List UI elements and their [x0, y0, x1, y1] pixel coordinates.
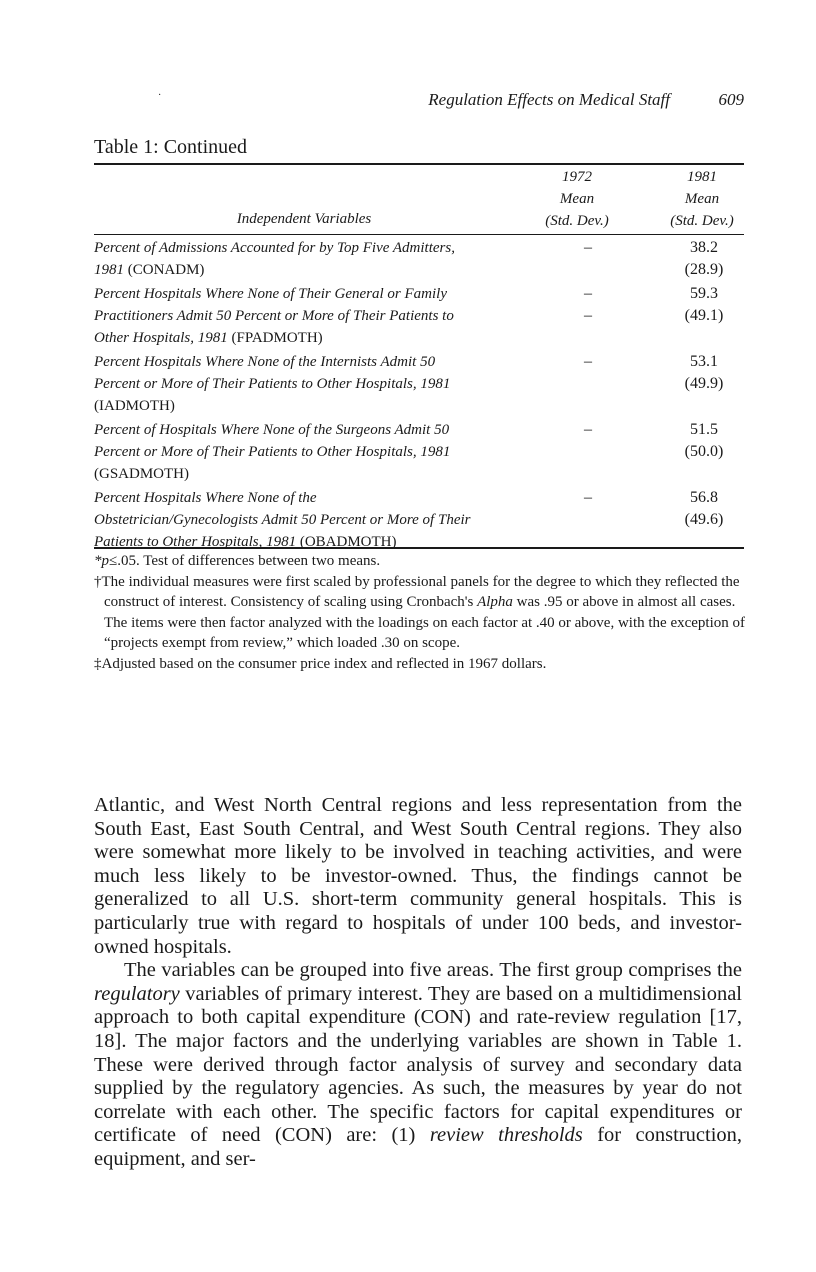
row-label: Percent Hospitals Where None of the Obstetrician/Gynecologists Admit 50 Percent or More of Their Patients to Other Hospitals, 1981 (OBADMOTH) — [94, 490, 471, 550]
paragraph: Atlantic, and West North Central regions and less representation from the South East, East South Central, and West South Central regions. They also were somewhat more likely to be involved in teaching activities, and were much less likely to be investor-owned. Thus, the findings cannot be generalized to all U.S. short-term community general hospitals. This is particularly true with regard to hospitals of under 100 beds, and investor-owned hospitals. — [94, 794, 742, 958]
mean-1972-cell: – — [584, 353, 592, 370]
mean-1981-cell: 56.8 (49.6) — [684, 489, 724, 528]
body-text — [94, 794, 742, 1172]
mean-1972-cell: – — [584, 489, 592, 506]
column-header-1972-line: 1972 — [562, 169, 592, 185]
row-label: Percent of Hospitals Where None of the Surgeons Admit 50 Percent or More of Their Patients to Other Hospitals, 1981 (GSADMOTH) — [94, 422, 451, 482]
table-footnotes — [94, 551, 746, 674]
mean-1972-cell: – – — [584, 285, 592, 324]
mean-1972-cell: – — [584, 239, 592, 256]
column-header-1972-line: Mean — [559, 191, 595, 207]
footnote-cpi: ‡Adjusted based on the consumer price index and reflected in 1967 dollars. — [94, 655, 547, 672]
mean-1981-cell: 38.2 (28.9) — [684, 239, 724, 278]
running-header — [94, 90, 744, 114]
table-header-rule — [94, 234, 744, 235]
page-number: 609 — [718, 90, 744, 109]
paragraph: The variables can be grouped into five areas. The first group comprises the regulatory variables of primary interest. They are based on a multidimensional approach to both capital expenditure (CON) and rate-review regulation [17, 18]. The major factors and the underlying variables are shown in Table 1. These were derived through factor analysis of survey and secondary data supplied by the regulatory agencies. As such, the measures by year do not correlate with each other. The specific factors for capital expenditures or certificate of need (CON) are: (1) review thresholds for construction, equipment, and ser- — [94, 959, 743, 1170]
column-header-1981-line: 1981 — [687, 169, 717, 185]
row-label: Percent Hospitals Where None of the Internists Admit 50 Percent or More of Their Patients to Other Hospitals, 1981 (IADMOTH) — [94, 354, 451, 414]
column-header-1972 — [522, 166, 632, 232]
footnote-significance: *p≤.05. Test of differences between two means. — [94, 553, 381, 569]
mean-1981-cell: 59.3 (49.1) — [684, 285, 724, 324]
mean-1972-cell: – — [584, 421, 592, 438]
table-caption: Table 1: Continued — [94, 136, 248, 158]
row-label: Percent Hospitals Where None of Their General or Family Practitioners Admit 50 Percent or More of Their Patients to Other Hospitals, 1981 (FPADMOTH) — [94, 286, 454, 346]
table-row — [94, 419, 744, 485]
column-header-variables: Independent Variables — [236, 211, 372, 227]
table-row — [94, 487, 744, 553]
table-row — [94, 237, 744, 281]
column-header-1981 — [652, 166, 752, 232]
table-body — [94, 237, 744, 555]
running-title: Regulation Effects on Medical Staff — [428, 90, 670, 109]
column-header-1981-line: (Std. Dev.) — [670, 213, 734, 229]
stray-mark: · — [158, 90, 162, 101]
column-header-1981-line: Mean — [684, 191, 720, 207]
row-label: Percent of Admissions Accounted for by Top Five Admitters, 1981 (CONADM) — [94, 240, 455, 278]
table-row — [94, 283, 744, 349]
table-row — [94, 351, 744, 417]
footnote-scaling: †The individual measures were first scaled by professional panels for the degree to which they reflected the construct of interest. Consistency of scaling using Cronbach's Alpha was .95 or above in almost all cases. The items were then factor analyzed with the loadings on each factor at .40 or above, with the exception of “projects exempt from review,” which loaded .30 on scope. — [94, 573, 746, 651]
mean-1981-cell: 53.1 (49.9) — [684, 353, 724, 392]
mean-1981-cell: 51.5 (50.0) — [684, 421, 724, 460]
table-top-rule — [94, 163, 744, 165]
column-header-1972-line: (Std. Dev.) — [545, 213, 609, 229]
